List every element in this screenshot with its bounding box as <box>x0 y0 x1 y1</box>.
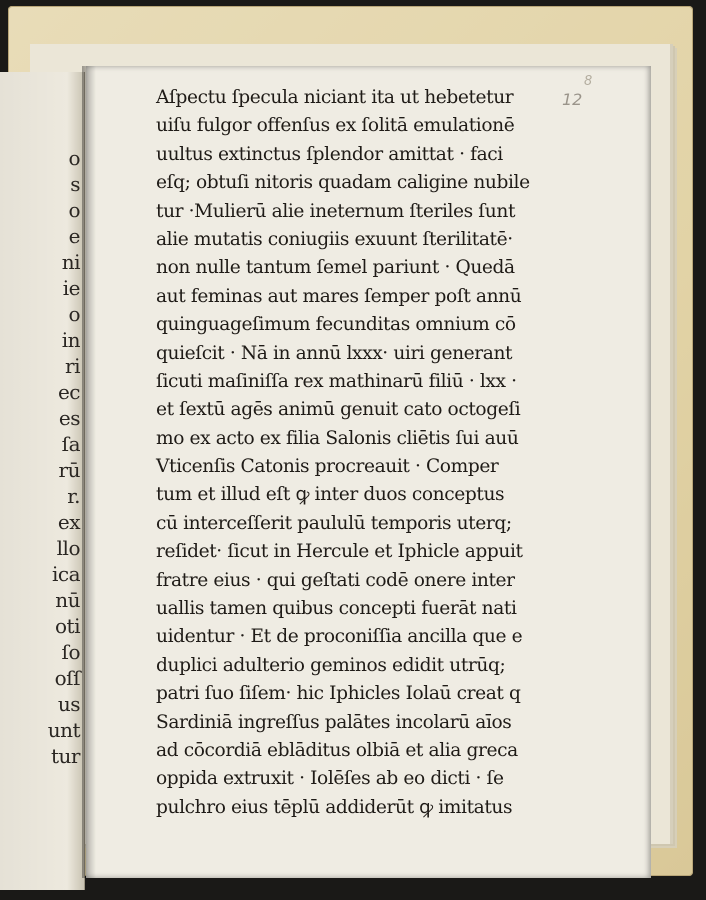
left-line-ending: nū <box>55 588 80 612</box>
text-line: patri ſuo ſiſem· hic Iphicles Iolaū creat q <box>156 683 521 705</box>
text-line: non nulle tantum ſemel pariunt · Quedā <box>156 257 515 279</box>
left-line-ending: in <box>61 328 80 352</box>
text-line: oppida extruxit · Iolēſes ab eo dicti · ſe <box>156 768 504 790</box>
text-line: quieſcit · Nā in annū lxxx· uiri generant <box>156 342 513 364</box>
left-line-ending: ie <box>62 276 80 300</box>
text-line: aut feminas aut mares ſemper poſt annū <box>156 285 522 307</box>
left-line-ending: ica <box>51 562 80 586</box>
text-line: uallis tamen quibus concepti fuerāt nati <box>156 598 517 620</box>
gutter-shadow <box>82 66 96 878</box>
left-line-ending: oti <box>55 614 80 638</box>
text-line: Sardiniā ingreſſus palātes incolarū aīos <box>156 711 512 733</box>
left-line-ending: o <box>68 146 80 170</box>
pencil-corner-mark: 8 <box>584 74 593 89</box>
left-page <box>0 72 85 890</box>
text-line: quinguageſimum fecunditas omnium cō <box>156 314 516 336</box>
left-line-ending: tur <box>51 744 80 768</box>
text-line: mo ex acto ex filia Salonis cliētis ſui auū <box>156 427 519 449</box>
text-line: uultus extinctus ſplendor amittat · faci <box>156 143 503 165</box>
left-line-ending: s <box>70 172 80 196</box>
text-line: Aſpectu ſpecula niciant ita ut hebetetur <box>156 87 514 108</box>
left-line-ending: oſſ <box>54 666 80 690</box>
left-line-ending: es <box>58 406 80 430</box>
left-line-ending: llo <box>56 536 80 560</box>
text-line: reſidet· ſicut in Hercule et Iphicle appuit <box>156 541 523 563</box>
left-line-ending: ſa <box>61 432 80 456</box>
text-line: duplici adulterio geminos edidit utrūq; <box>156 654 506 676</box>
left-line-ending: o <box>68 198 80 222</box>
main-text-block <box>156 84 541 822</box>
text-line: ad cōcordiā eblāditus olbiā et alia greca <box>156 739 518 761</box>
left-line-ending: ni <box>61 250 80 274</box>
text-line: fratre eius · qui geſtati codē onere inter <box>156 569 515 591</box>
left-line-ending: unt <box>47 718 80 742</box>
text-line: cū interceſſerit paululū temporis uterq; <box>156 512 512 534</box>
text-line: tum et illud eſt ꝙ inter duos conceptus <box>156 484 505 506</box>
text-line: Vticenſis Catonis procreauit · Comper <box>156 456 499 478</box>
left-line-ending: us <box>57 692 80 716</box>
left-line-ending: o <box>68 302 80 326</box>
text-line: et ſextū agēs animū genuit cato octogeſi <box>156 399 521 421</box>
left-line-ending: r. <box>67 484 80 508</box>
text-line: uidentur · Et de proconiſſia ancilla que e <box>156 626 523 648</box>
text-line: alie mutatis coniugiis exuunt ſterilitatē· <box>156 228 513 250</box>
left-line-ending: ex <box>57 510 80 534</box>
text-line: uiſu fulgor offenſus ex ſolitā emulationē <box>156 115 515 137</box>
text-line: ſicuti maſiniſſa rex mathinarū filiū · lxx · <box>156 370 517 392</box>
folio-number: 12 <box>562 90 583 109</box>
left-line-ending: ri <box>65 354 80 378</box>
text-line: tur ·Mulierū alie ineternum ſteriles ſunt <box>156 200 516 222</box>
left-line-ending: ſo <box>61 640 80 664</box>
left-line-ending: e <box>68 224 80 248</box>
left-line-ending: rū <box>58 458 80 482</box>
text-line: eſq; obtuſi nitoris quadam caligine nubile <box>156 172 530 194</box>
text-line: pulchro eius tēplū addiderūt ꝙ imitatus <box>156 796 513 818</box>
left-line-ending: ec <box>57 380 80 404</box>
